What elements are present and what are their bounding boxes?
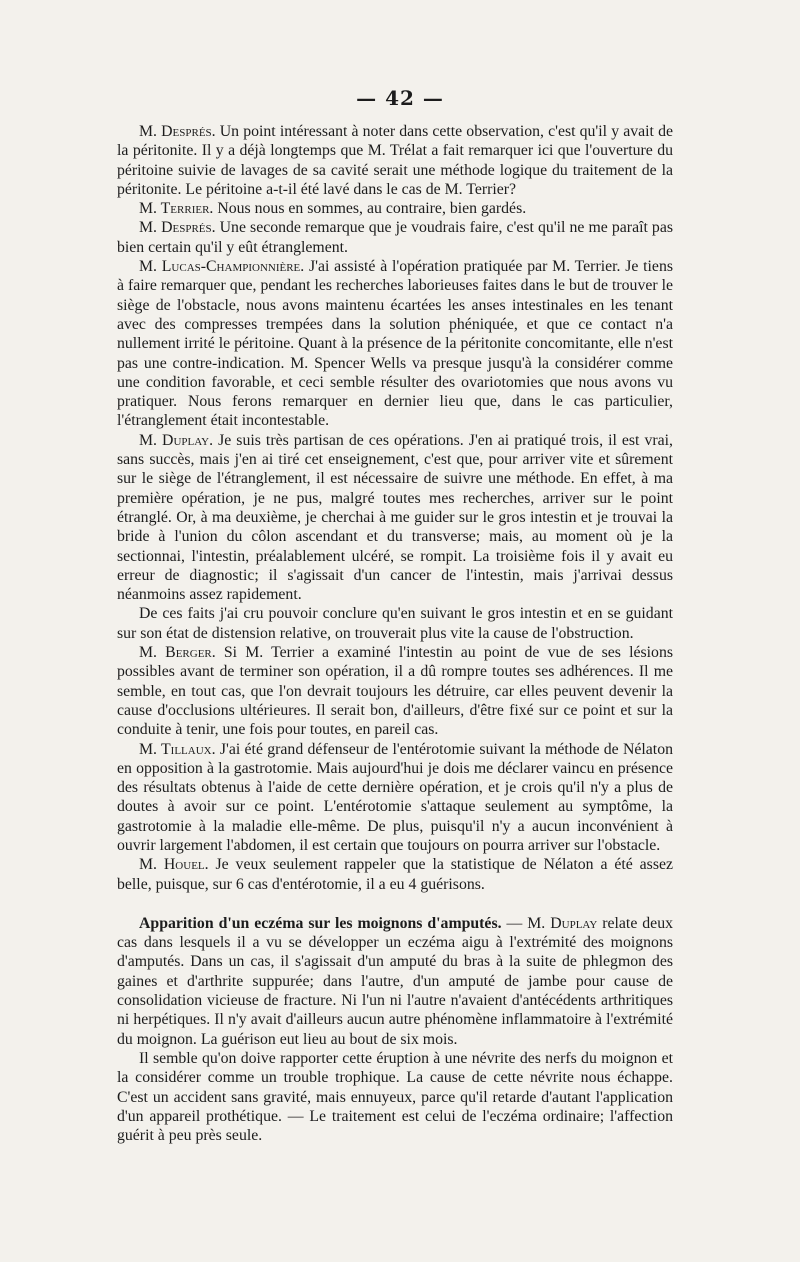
section-gap	[117, 894, 673, 914]
speaker-name: M. Houel.	[139, 856, 209, 874]
paragraph-houel: M. Houel. Je veux seulement rappeler que la statistique de Nélaton a été assez belle, puisque, sur 6 cas d'entérotomie, il a eu 4 guérisons.	[117, 856, 673, 893]
speaker-name: M. Lucas-Championnière.	[139, 258, 305, 276]
page-number: — 42 —	[356, 86, 444, 110]
section-paragraph-conclusion: Il semble qu'on doive rapporter cette éruption à une névrite des nerfs du moignon et la considérer comme un trouble trophique. La cause de cette névrite nous échappe. C'est un accident sans gravité, mais ennuyeux, parce qu'il retarde d'autant l'application d'un appareil prothétique. — Le traitement est celui de l'eczéma ordinaire; l'affection guérit à peu près seule.	[117, 1049, 673, 1145]
paragraph-terrier: M. Terrier. Nous nous en sommes, au contraire, bien gardés.	[139, 200, 527, 218]
paragraph-duplay: M. Duplay. Je suis très partisan de ces opérations. J'en ai pratiqué trois, il est vrai, sans succès, mais j'en ai tiré cet enseignement, c'est que, pour arriver vite et sûrement sur le siège de l'étranglement, il est nécessaire de suivre une méthode. En effet, à ma première opération, je ne pus, malgré toutes mes recherches, arriver sur le point étranglé. Or, à ma deuxième, je cherchai à me guider sur le gros intestin et je trouvai la bride à l'union du côlon ascendant et du transverse; mais, au moment où je la sectionnai, l'intestin, préalablement ulcéré, se rompit. La troisième fois il y avait eu erreur de diagnostic; il s'agissait d'un cancer de l'intestin, mais j'arrivai dessus néanmoins assez rapidement.	[117, 431, 673, 604]
speaker-name: M. Berger.	[139, 644, 216, 662]
paragraph-tillaux: M. Tillaux. J'ai été grand défenseur de l'entérotomie suivant la méthode de Nélaton en opposition à la gastrotomie. Mais aujourd'hui je dois me déclarer vaincu en présence des résultats obtenus à l'aide de cette dernière opération, et je crois qu'il n'y a plus de doutes à avoir sur ce point. L'entérotomie s'attaque seulement au symptôme, la gastrotomie à la maladie elle-même. De plus, puisqu'il n'y a aucun inconvénient à ouvrir largement l'abdomen, il est certain que toujours on pourra arriver sur l'obstacle.	[117, 740, 673, 854]
speaker-name: M. Duplay	[527, 914, 598, 932]
speaker-name: M. Tillaux.	[139, 740, 216, 758]
paragraph-berger: M. Berger. Si M. Terrier a examiné l'intestin au point de vue de ses lésions possibles avant de terminer son opération, il a dû rompre toutes ses adhérences. Il me semble, en tout cas, que l'on devrait toujours les détruire, car elles peuvent devenir la cause d'occlusions ultérieures. Il serait bon, d'ailleurs, d'être fixé sur ce point et sur la conduite à tenir, une fois pour toutes, en pareil cas.	[117, 644, 673, 739]
speaker-name: M. Després.	[139, 123, 216, 140]
body-text	[117, 122, 673, 1145]
speaker-name: M. Terrier.	[139, 200, 214, 218]
speaker-name: M. Duplay.	[139, 431, 214, 449]
paragraph-despres-1: M. Després. Un point intéressant à noter dans cette observation, c'est qu'il y avait de la péritonite. Il y a déjà longtemps que M. Trélat a fait remarquer ici que l'ouverture du péritoine suivie de lavages de sa cavité serait une méthode logique du traitement de la péritonite. Le péritoine a-t-il été lavé dans le cas de M. Terrier?	[117, 123, 673, 198]
section-paragraph-duplay: Apparition d'un eczéma sur les moignons d'amputés. — M. Duplay relate deux cas dans lesquels il a vu se développer un eczéma aigu à l'extrémité des moignons d'amputés. Dans un cas, il s'agissait d'un amputé du bras à la suite de phlegmon des gaines et d'arthrite suppurée; dans l'autre, d'un amputé de jambe pour cause de consolidation vicieuse de fracture. Ni l'un ni l'autre n'avaient d'antécédents arthritiques ni herpétiques. Il n'y avait d'ailleurs aucun autre phénomène inflammatoire à l'extrémité du moignon. La guérison eut lieu au bout de six mois.	[117, 914, 673, 1048]
paragraph-lucas-championniere: M. Lucas-Championnière. J'ai assisté à l'opération pratiquée par M. Terrier. Je tiens à faire remarquer que, pendant les recherches laborieuses faites dans le but de trouver le siège de l'obstacle, nous avons maintenu écartées les anses intestinales en les tenant avec des compresses trempées dans la solution phéniquée, et que ce contact n'a nullement irrité le péritoine. Quant à la présence de la péritonite concomitante, elle n'est pas une contre-indication. M. Spencer Wells va presque jusqu'à la considérer comme une condition favorable, et ceci semble résulter des ovariotomies que nous avons vu pratiquer. Nous ferons remarquer en dernier lieu que, dans le cas particulier, l'étranglement était incontestable.	[117, 258, 673, 430]
section-heading: Apparition d'un eczéma sur les moignons d'amputés.	[139, 914, 502, 932]
paragraph-despres-2: M. Després. Une seconde remarque que je voudrais faire, c'est qu'il ne me paraît pas bien certain qu'il y eût étranglement.	[117, 219, 673, 256]
speaker-name: M. Després.	[139, 219, 216, 237]
paragraph-duplay-conclusion: De ces faits j'ai cru pouvoir conclure qu'en suivant le gros intestin et en se guidant sur son état de distension relative, on trouverait plus vite la cause de l'obstruction.	[117, 605, 673, 642]
